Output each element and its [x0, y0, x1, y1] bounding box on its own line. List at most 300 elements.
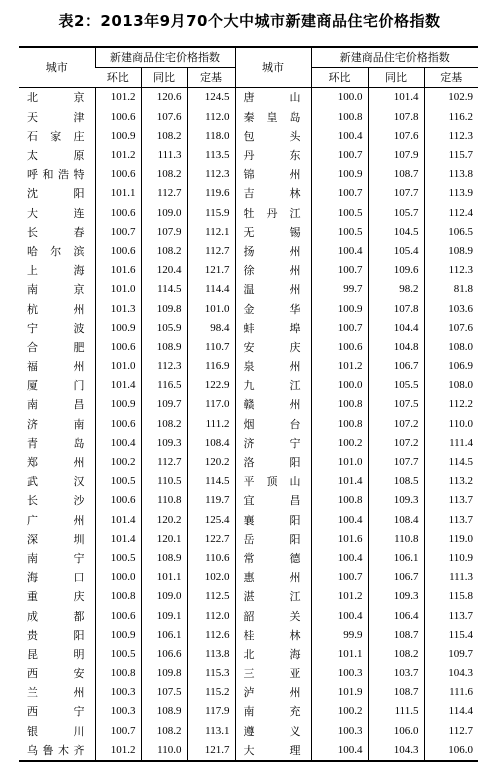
- base-value: 112.0: [187, 606, 235, 625]
- city-name: 湛 江: [235, 587, 311, 606]
- yoy-value: 120.6: [141, 88, 187, 108]
- table-body: [19, 88, 478, 761]
- yoy-value: 120.4: [141, 261, 187, 280]
- yoy-value: 104.8: [368, 338, 424, 357]
- base-value: 104.3: [424, 664, 478, 683]
- base-value: 124.5: [187, 88, 235, 108]
- city-name: 成 都: [27, 609, 85, 623]
- base-value: 116.9: [187, 357, 235, 376]
- base-value: 116.2: [424, 108, 478, 127]
- base-value: 102.9: [424, 88, 478, 108]
- city-name: 长 沙: [27, 494, 85, 508]
- mom-value: 101.4: [311, 472, 368, 491]
- mom-value: 101.3: [95, 299, 141, 318]
- table-row: [19, 299, 478, 318]
- city-name: 广 州: [27, 513, 85, 527]
- mom-value: 101.6: [311, 530, 368, 549]
- yoy-value: 110.8: [368, 530, 424, 549]
- yoy-value: 109.3: [368, 491, 424, 510]
- city-name: 北 京: [27, 91, 85, 105]
- price-index-table: [19, 46, 478, 762]
- city-name: 兰 州: [27, 686, 85, 700]
- city-name: 平顶山: [235, 472, 311, 491]
- table-row: [19, 165, 478, 184]
- mom-value: 100.6: [95, 204, 141, 223]
- mom-value: 100.7: [95, 223, 141, 242]
- mom-value: 100.9: [311, 165, 368, 184]
- mom-value: 100.6: [95, 165, 141, 184]
- mom-value: 100.8: [95, 664, 141, 683]
- base-value: 106.0: [424, 741, 478, 761]
- base-value: 121.7: [187, 261, 235, 280]
- base-value: 119.0: [424, 530, 478, 549]
- table-row: [19, 319, 478, 338]
- city-name: 惠 州: [235, 568, 311, 587]
- mom-value: 101.1: [95, 184, 141, 203]
- yoy-value: 108.7: [368, 683, 424, 702]
- mom-value: 100.7: [311, 184, 368, 203]
- city-name: 青 岛: [27, 436, 85, 450]
- mom-value: 100.8: [311, 491, 368, 510]
- base-value: 108.0: [424, 338, 478, 357]
- base-value: 119.7: [187, 491, 235, 510]
- mom-value: 100.4: [95, 434, 141, 453]
- base-value: 113.7: [424, 606, 478, 625]
- mom-value: 101.2: [95, 88, 141, 108]
- table-row: [19, 587, 478, 606]
- yoy-value: 108.9: [141, 702, 187, 721]
- table-row: [19, 204, 478, 223]
- city-name: 蚌 埠: [235, 319, 311, 338]
- yoy-value: 116.5: [141, 376, 187, 395]
- mom-value: 100.6: [95, 415, 141, 434]
- base-value: 112.3: [424, 261, 478, 280]
- table-row: [19, 415, 478, 434]
- city-name: 上 海: [27, 264, 85, 278]
- yoy-value: 108.7: [368, 165, 424, 184]
- base-value: 112.3: [187, 165, 235, 184]
- city-name: 西 宁: [27, 705, 85, 719]
- mom-value: 100.2: [95, 453, 141, 472]
- base-value: 112.0: [187, 108, 235, 127]
- table-row: [19, 472, 478, 491]
- col-mom-left: 环比: [95, 68, 141, 88]
- mom-value: 100.4: [311, 127, 368, 146]
- page-title: 表2：2013年9月70个大中城市新建商品住宅价格指数: [58, 12, 441, 30]
- city-name: 深 圳: [27, 532, 85, 546]
- mom-value: 99.7: [311, 280, 368, 299]
- base-value: 115.8: [424, 587, 478, 606]
- city-name: 唐 山: [235, 88, 311, 108]
- mom-value: 100.3: [95, 683, 141, 702]
- base-value: 111.4: [424, 434, 478, 453]
- city-name: 大 理: [235, 741, 311, 761]
- yoy-value: 111.3: [141, 146, 187, 165]
- city-name: 洛 阳: [235, 453, 311, 472]
- city-name: 银 川: [27, 724, 85, 738]
- yoy-value: 107.7: [368, 184, 424, 203]
- base-value: 114.4: [187, 280, 235, 299]
- mom-value: 101.6: [95, 261, 141, 280]
- table-row: [19, 338, 478, 357]
- table-row: [19, 491, 478, 510]
- mom-value: 99.9: [311, 626, 368, 645]
- mom-value: 100.7: [311, 261, 368, 280]
- base-value: 114.4: [424, 702, 478, 721]
- mom-value: 100.7: [311, 568, 368, 587]
- yoy-value: 107.5: [141, 683, 187, 702]
- yoy-value: 112.7: [141, 453, 187, 472]
- mom-value: 101.1: [311, 645, 368, 664]
- yoy-value: 110.8: [141, 491, 187, 510]
- yoy-value: 109.8: [141, 299, 187, 318]
- yoy-value: 109.1: [141, 606, 187, 625]
- mom-value: 100.6: [95, 606, 141, 625]
- table-row: [19, 664, 478, 683]
- base-value: 81.8: [424, 280, 478, 299]
- col-yoy-right: 同比: [368, 68, 424, 88]
- city-header-left: 城市: [19, 47, 95, 88]
- base-value: 102.0: [187, 568, 235, 587]
- city-name: 南 昌: [27, 398, 85, 412]
- mom-value: 100.5: [95, 549, 141, 568]
- table-row: [19, 242, 478, 261]
- table-row: [19, 511, 478, 530]
- yoy-value: 114.5: [141, 280, 187, 299]
- mom-value: 100.6: [95, 242, 141, 261]
- yoy-value: 120.2: [141, 511, 187, 530]
- base-value: 107.6: [424, 319, 478, 338]
- base-value: 113.5: [187, 146, 235, 165]
- mom-value: 100.3: [311, 664, 368, 683]
- city-name: 襄 阳: [235, 511, 311, 530]
- mom-value: 101.9: [311, 683, 368, 702]
- city-name: 沈 阳: [27, 187, 85, 201]
- yoy-value: 109.3: [368, 587, 424, 606]
- table-row: [19, 261, 478, 280]
- city-name: 宁 波: [27, 321, 85, 335]
- yoy-value: 106.1: [368, 549, 424, 568]
- base-value: 110.7: [187, 338, 235, 357]
- base-value: 106.9: [424, 357, 478, 376]
- group-header-right: 新建商品住宅价格指数: [311, 47, 478, 68]
- table-row: [19, 530, 478, 549]
- yoy-value: 104.4: [368, 319, 424, 338]
- yoy-value: 110.0: [141, 741, 187, 761]
- yoy-value: 112.3: [141, 357, 187, 376]
- yoy-value: 101.4: [368, 88, 424, 108]
- mom-value: 100.4: [311, 606, 368, 625]
- city-name: 温 州: [235, 280, 311, 299]
- table-row: [19, 108, 478, 127]
- yoy-value: 109.6: [368, 261, 424, 280]
- mom-value: 100.9: [311, 299, 368, 318]
- yoy-value: 108.9: [141, 338, 187, 357]
- base-value: 112.7: [187, 242, 235, 261]
- mom-value: 100.9: [95, 127, 141, 146]
- yoy-value: 106.7: [368, 357, 424, 376]
- city-name: 南 京: [27, 283, 85, 297]
- city-name: 牡丹江: [235, 204, 311, 223]
- mom-value: 100.0: [311, 88, 368, 108]
- yoy-value: 105.5: [368, 376, 424, 395]
- city-name: 包 头: [235, 127, 311, 146]
- mom-value: 100.7: [311, 319, 368, 338]
- base-value: 103.6: [424, 299, 478, 318]
- yoy-value: 107.2: [368, 415, 424, 434]
- base-value: 119.6: [187, 184, 235, 203]
- mom-value: 100.6: [95, 491, 141, 510]
- base-value: 113.2: [424, 472, 478, 491]
- yoy-value: 110.5: [141, 472, 187, 491]
- table-row: [19, 683, 478, 702]
- city-name: 海 口: [27, 571, 85, 585]
- base-value: 108.4: [187, 434, 235, 453]
- yoy-value: 107.7: [368, 453, 424, 472]
- mom-value: 100.2: [311, 702, 368, 721]
- city-name: 大 连: [27, 206, 85, 220]
- city-name: 乌鲁木齐: [27, 743, 85, 757]
- mom-value: 100.7: [311, 146, 368, 165]
- yoy-value: 105.9: [141, 319, 187, 338]
- mom-value: 101.0: [311, 453, 368, 472]
- mom-value: 100.4: [311, 511, 368, 530]
- mom-value: 100.4: [311, 549, 368, 568]
- base-value: 113.9: [424, 184, 478, 203]
- yoy-value: 108.2: [141, 242, 187, 261]
- mom-value: 101.4: [95, 530, 141, 549]
- mom-value: 100.3: [95, 702, 141, 721]
- yoy-value: 107.2: [368, 434, 424, 453]
- yoy-value: 105.7: [368, 204, 424, 223]
- city-name: 丹 东: [235, 146, 311, 165]
- table-row: [19, 626, 478, 645]
- base-value: 121.7: [187, 741, 235, 761]
- mom-value: 100.6: [95, 108, 141, 127]
- mom-value: 101.0: [95, 357, 141, 376]
- city-name: 常 德: [235, 549, 311, 568]
- base-value: 112.6: [187, 626, 235, 645]
- base-value: 115.2: [187, 683, 235, 702]
- base-value: 125.4: [187, 511, 235, 530]
- table-row: [19, 645, 478, 664]
- base-value: 113.8: [187, 645, 235, 664]
- yoy-value: 106.0: [368, 722, 424, 741]
- city-name: 郑 州: [27, 456, 85, 470]
- base-value: 112.2: [424, 395, 478, 414]
- city-name: 韶 关: [235, 606, 311, 625]
- city-name: 重 庆: [27, 590, 85, 604]
- mom-value: 101.4: [95, 511, 141, 530]
- yoy-value: 98.2: [368, 280, 424, 299]
- yoy-value: 109.7: [141, 395, 187, 414]
- table-row: [19, 184, 478, 203]
- base-value: 98.4: [187, 319, 235, 338]
- city-name: 西 安: [27, 667, 85, 681]
- yoy-value: 111.5: [368, 702, 424, 721]
- mom-value: 100.7: [95, 722, 141, 741]
- yoy-value: 108.7: [368, 626, 424, 645]
- mom-value: 100.0: [95, 568, 141, 587]
- city-name: 徐 州: [235, 261, 311, 280]
- mom-value: 100.8: [95, 587, 141, 606]
- yoy-value: 109.0: [141, 204, 187, 223]
- table-row: [19, 88, 478, 108]
- table-row: [19, 453, 478, 472]
- city-name: 三 亚: [235, 664, 311, 683]
- base-value: 106.5: [424, 223, 478, 242]
- mom-value: 100.4: [311, 242, 368, 261]
- col-base-right: 定基: [424, 68, 478, 88]
- mom-value: 100.8: [311, 415, 368, 434]
- mom-value: 100.0: [311, 376, 368, 395]
- yoy-value: 108.2: [141, 127, 187, 146]
- city-name: 武 汉: [27, 475, 85, 489]
- yoy-value: 107.8: [368, 299, 424, 318]
- yoy-value: 112.7: [141, 184, 187, 203]
- table-row: [19, 702, 478, 721]
- mom-value: 100.5: [311, 204, 368, 223]
- col-yoy-left: 同比: [141, 68, 187, 88]
- city-name: 赣 州: [235, 395, 311, 414]
- table-row: [19, 395, 478, 414]
- city-name: 金 华: [235, 299, 311, 318]
- city-name: 泸 州: [235, 683, 311, 702]
- table-row: [19, 434, 478, 453]
- city-name: 南 宁: [27, 551, 85, 565]
- city-name: 天 津: [27, 110, 85, 124]
- city-name: 合 肥: [27, 340, 85, 354]
- base-value: 112.4: [424, 204, 478, 223]
- mom-value: 100.4: [311, 741, 368, 761]
- base-value: 110.0: [424, 415, 478, 434]
- mom-value: 100.5: [95, 645, 141, 664]
- yoy-value: 109.3: [141, 434, 187, 453]
- base-value: 118.0: [187, 127, 235, 146]
- base-value: 117.9: [187, 702, 235, 721]
- mom-value: 100.6: [311, 338, 368, 357]
- mom-value: 100.5: [311, 223, 368, 242]
- yoy-value: 109.0: [141, 587, 187, 606]
- yoy-value: 107.5: [368, 395, 424, 414]
- yoy-value: 120.1: [141, 530, 187, 549]
- mom-value: 101.2: [311, 357, 368, 376]
- base-value: 115.4: [424, 626, 478, 645]
- mom-value: 101.4: [95, 376, 141, 395]
- city-name: 杭 州: [27, 302, 85, 316]
- base-value: 113.7: [424, 511, 478, 530]
- city-name: 桂 林: [235, 626, 311, 645]
- yoy-value: 109.8: [141, 664, 187, 683]
- yoy-value: 108.5: [368, 472, 424, 491]
- table-row: [19, 741, 478, 761]
- city-name: 无 锡: [235, 223, 311, 242]
- yoy-value: 104.3: [368, 741, 424, 761]
- base-value: 110.6: [187, 549, 235, 568]
- city-name: 济 宁: [235, 434, 311, 453]
- table-row: [19, 722, 478, 741]
- base-value: 112.3: [424, 127, 478, 146]
- base-value: 114.5: [187, 472, 235, 491]
- mom-value: 100.9: [95, 626, 141, 645]
- table-row: [19, 280, 478, 299]
- table-row: [19, 146, 478, 165]
- mom-value: 100.3: [311, 722, 368, 741]
- city-name: 南 充: [235, 702, 311, 721]
- city-header-right: 城市: [235, 47, 311, 88]
- yoy-value: 106.1: [141, 626, 187, 645]
- mom-value: 100.9: [95, 395, 141, 414]
- base-value: 112.1: [187, 223, 235, 242]
- yoy-value: 108.2: [368, 645, 424, 664]
- table-row: [19, 357, 478, 376]
- yoy-value: 105.4: [368, 242, 424, 261]
- base-value: 101.0: [187, 299, 235, 318]
- base-value: 115.7: [424, 146, 478, 165]
- base-value: 122.7: [187, 530, 235, 549]
- table-row: [19, 568, 478, 587]
- yoy-value: 106.4: [368, 606, 424, 625]
- city-name: 哈尔滨: [27, 244, 85, 258]
- yoy-value: 107.6: [368, 127, 424, 146]
- city-name: 太 原: [27, 149, 85, 163]
- yoy-value: 107.6: [141, 108, 187, 127]
- city-name: 烟 台: [235, 415, 311, 434]
- city-name: 扬 州: [235, 242, 311, 261]
- city-name: 石家庄: [27, 129, 85, 143]
- table-row: [19, 376, 478, 395]
- col-base-left: 定基: [187, 68, 235, 88]
- base-value: 113.1: [187, 722, 235, 741]
- city-name: 长 春: [27, 225, 85, 239]
- city-name: 岳 阳: [235, 530, 311, 549]
- base-value: 115.9: [187, 204, 235, 223]
- base-value: 112.5: [187, 587, 235, 606]
- yoy-value: 108.9: [141, 549, 187, 568]
- city-name: 贵 阳: [27, 628, 85, 642]
- base-value: 114.5: [424, 453, 478, 472]
- yoy-value: 108.2: [141, 722, 187, 741]
- mom-value: 100.6: [95, 338, 141, 357]
- base-value: 112.7: [424, 722, 478, 741]
- base-value: 109.7: [424, 645, 478, 664]
- base-value: 110.9: [424, 549, 478, 568]
- table-row: [19, 606, 478, 625]
- base-value: 117.0: [187, 395, 235, 414]
- base-value: 113.8: [424, 165, 478, 184]
- city-name: 泉 州: [235, 357, 311, 376]
- base-value: 111.6: [424, 683, 478, 702]
- yoy-value: 107.9: [368, 146, 424, 165]
- mom-value: 101.2: [311, 587, 368, 606]
- table-row: [19, 549, 478, 568]
- base-value: 115.3: [187, 664, 235, 683]
- mom-value: 101.2: [95, 146, 141, 165]
- base-value: 108.0: [424, 376, 478, 395]
- mom-value: 100.5: [95, 472, 141, 491]
- yoy-value: 108.2: [141, 165, 187, 184]
- yoy-value: 101.1: [141, 568, 187, 587]
- base-value: 108.9: [424, 242, 478, 261]
- mom-value: 101.2: [95, 741, 141, 761]
- yoy-value: 108.4: [368, 511, 424, 530]
- city-name: 秦皇岛: [235, 108, 311, 127]
- yoy-value: 106.6: [141, 645, 187, 664]
- yoy-value: 104.5: [368, 223, 424, 242]
- city-name: 昆 明: [27, 647, 85, 661]
- group-header-left: 新建商品住宅价格指数: [95, 47, 235, 68]
- table-row: [19, 223, 478, 242]
